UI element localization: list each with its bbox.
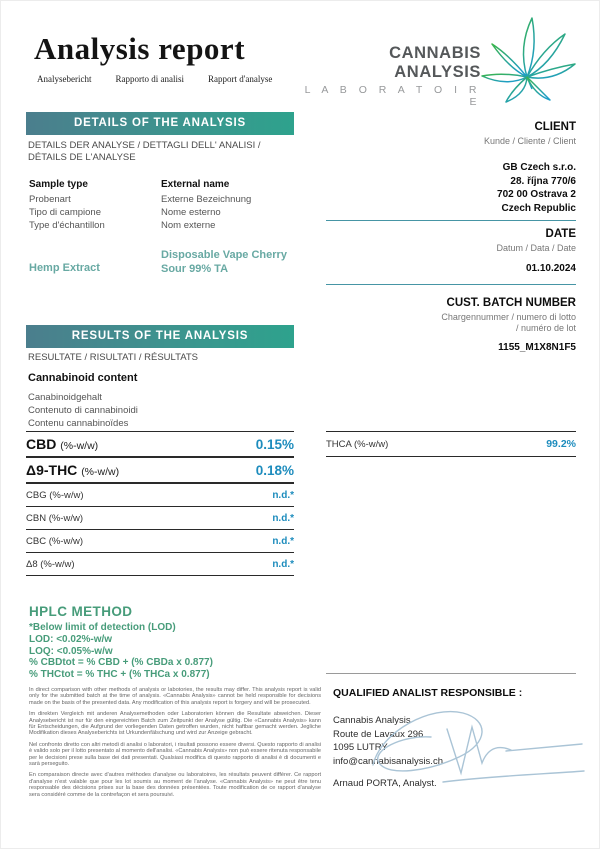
client-country: Czech Republic (501, 202, 576, 214)
analyte-value: 99.2% (546, 438, 576, 450)
lod-note: *Below limit of detection (LOD) (29, 622, 176, 633)
date-translations: Datum / Data / Date (496, 243, 576, 253)
page-title: Analysis report (34, 31, 246, 66)
batch-number-value: 1155_M1X8N1F5 (498, 342, 576, 353)
analyte-name: Δ9-THC (26, 462, 78, 478)
client-name: GB Czech s.r.o. (502, 162, 576, 173)
analyte-name: CBN (%-w/w) (26, 512, 83, 524)
table-row-d8 (26, 553, 294, 576)
date-label: DATE (545, 228, 576, 240)
table-row-d9-thc (26, 458, 294, 484)
analyte-value: 0.15% (255, 436, 294, 452)
cannabinoid-results-table (26, 431, 294, 576)
title-translation-it: Rapporto di analisi (115, 74, 184, 84)
legal-disclaimers (29, 687, 321, 803)
analyte-name: CBG (%-w/w) (26, 489, 84, 501)
analyte-name: CBC (%-w/w) (26, 535, 83, 547)
date-value: 01.10.2024 (525, 263, 576, 274)
lab-brand (299, 44, 481, 108)
sample-type-translations: Probenart Tipo di campione Type d'échantillon (29, 194, 105, 231)
analyte-name: CBD (26, 436, 57, 452)
analyte-unit: (%-w/w) (81, 466, 120, 478)
sample-type-field (29, 179, 154, 232)
results-section-translations: RESULTATE / RISULTATI / RÉSULTATS (28, 352, 198, 363)
details-section-banner: DETAILS OF THE ANALYSIS (26, 112, 294, 135)
external-name-value: Disposable Vape Cherry Sour 99% TA (161, 249, 287, 275)
table-row-thca (326, 431, 576, 457)
table-row-cbd (26, 432, 294, 458)
external-name-label: External name (161, 179, 230, 190)
loq-value: LOQ: <0.05%-w/w (29, 645, 113, 657)
external-name-translations: Externe Bezeichnung Nome esterno Nom externe (161, 194, 252, 231)
analyte-value: n.d.* (272, 558, 294, 570)
cannabis-leaf-logo-icon (479, 15, 579, 110)
disclaimer-en: In direct comparison with other methods of analysis or labotories, the results may differ. This analysis report is valid only for the submitted batch at the time of analysis. «Cannabis Analysis» cannot be held responsible for decisions made on the basis of the presented data. Any modification of this analysis report is forgery and will be prosecuted. (29, 687, 321, 706)
cannabinoid-content-translations: Canabinoidgehalt Contenuto di cannabinoidi Contenu cannabinoïdes (28, 392, 138, 429)
separator-line (326, 673, 576, 674)
client-street: 28. října 770/6 (510, 175, 576, 187)
analyte-name: Δ8 (%-w/w) (26, 558, 75, 570)
disclaimer-de: Im direkten Vergleich mit anderen Analysemethoden oder Laboratorien können die Resultate abweichen. Dieser Analysebericht ist nur für den eingereichten Batch zum Zeitpunkt der Analyse gültig. Die «Cannabis Analysis» kann für Entscheidungen, die Aufgrund der vorliegenden Daten getroffen wurden, nicht haftbar gemacht werden. Jegliche Modifikation dieses Analyseberichts ist Urkundenfälschung und wird zur Anzeige gebracht. (29, 711, 321, 737)
table-row-cbn (26, 507, 294, 530)
title-translation-fr: Rapport d'analyse (207, 74, 273, 84)
client-address (326, 161, 576, 215)
table-row-cbc (26, 530, 294, 553)
results-section-banner: RESULTS OF THE ANALYSIS (26, 325, 294, 348)
client-label: CLIENT (534, 121, 576, 133)
hplc-method-details (29, 622, 213, 681)
client-translations: Kunde / Cliente / Client (483, 136, 576, 146)
signature-image (351, 691, 586, 801)
analyte-unit: (%-w/w) (60, 440, 99, 452)
lab-name: Cannabis Analysis (333, 715, 411, 726)
lod-value: LOD: <0.02%-w/w (29, 633, 113, 645)
batch-number-label: CUST. BATCH NUMBER (446, 297, 576, 309)
analyte-value: n.d.* (272, 535, 294, 547)
title-translations (37, 74, 272, 84)
lab-brand-name: CANNABIS ANALYSIS (389, 44, 481, 81)
sample-type-label: Sample type (29, 179, 88, 190)
title-translation-de: Analysebericht (37, 74, 92, 84)
lab-city: 1095 LUTRY (333, 742, 388, 753)
analyte-value: n.d.* (272, 512, 294, 524)
cannabinoid-content-label: Cannabinoid content (28, 372, 138, 384)
cbdtot-formula: % CBDtot = % CBD + (% CBDa x 0.877) (29, 657, 213, 669)
disclaimer-it: Nel confronto diretto con altri metodi di analisi o laboratori, i risultati possono essere diversi. Questo rapporto di analisi è valido solo per il lotto presentato al momento dell'analisi. «Cannabis Analysis» non può essere ritenuta responsabile per le decisioni prese sulla base dei dati presentati. Qualsiasi modifica di questo rapporto di analisi è di documenti e sarà perseguito. (29, 741, 321, 768)
hplc-method-title: HPLC METHOD (29, 604, 133, 619)
lab-email: info@cannabisanalysis.ch (333, 755, 443, 767)
separator-line (326, 220, 576, 221)
external-name-field (161, 179, 301, 232)
client-city: 702 00 Ostrava 2 (497, 189, 576, 200)
analyte-value: 0.18% (255, 462, 294, 478)
separator-line (326, 284, 576, 285)
thctot-formula: % THCtot = % THC + (% THCa x 0.877) (29, 669, 210, 681)
details-section-translations: DETAILS DER ANALYSE / DETTAGLI DELL' ANALISI / DÉTAILS DE L'ANALYSE (28, 140, 261, 163)
disclaimer-fr: En comparaison directe avec d'autres méthodes d'analyse ou laboratoires, les résultats peuvent différer. Ce rapport d'analyse n'est valable que pour les lot soumis au moment de l'analyse. «Cannabis Analysis» ne peut être tenu responsable des décisions prises sur la base des données présentées. Toute modification de ce rapport d'analyse sera considéré comme de la contrefaçon et sera poursuivi. (29, 772, 321, 798)
lab-brand-subtitle: L A B O R A T O I R E (304, 84, 481, 108)
analyst-responsible-title: QUALIFIED ANALIST RESPONSIBLE : (333, 687, 523, 699)
analyst-signatory: Arnaud PORTA, Analyst. (333, 778, 437, 789)
analyte-value: n.d.* (272, 489, 294, 501)
batch-number-translations: Chargennummer / numero di lotto / numéro de lot (441, 312, 576, 333)
analyte-name: THCA (%-w/w) (326, 438, 389, 450)
lab-street: Route de Lavaux 296 (333, 728, 424, 740)
sample-type-value: Hemp Extract (29, 262, 100, 274)
table-row-cbg (26, 484, 294, 507)
